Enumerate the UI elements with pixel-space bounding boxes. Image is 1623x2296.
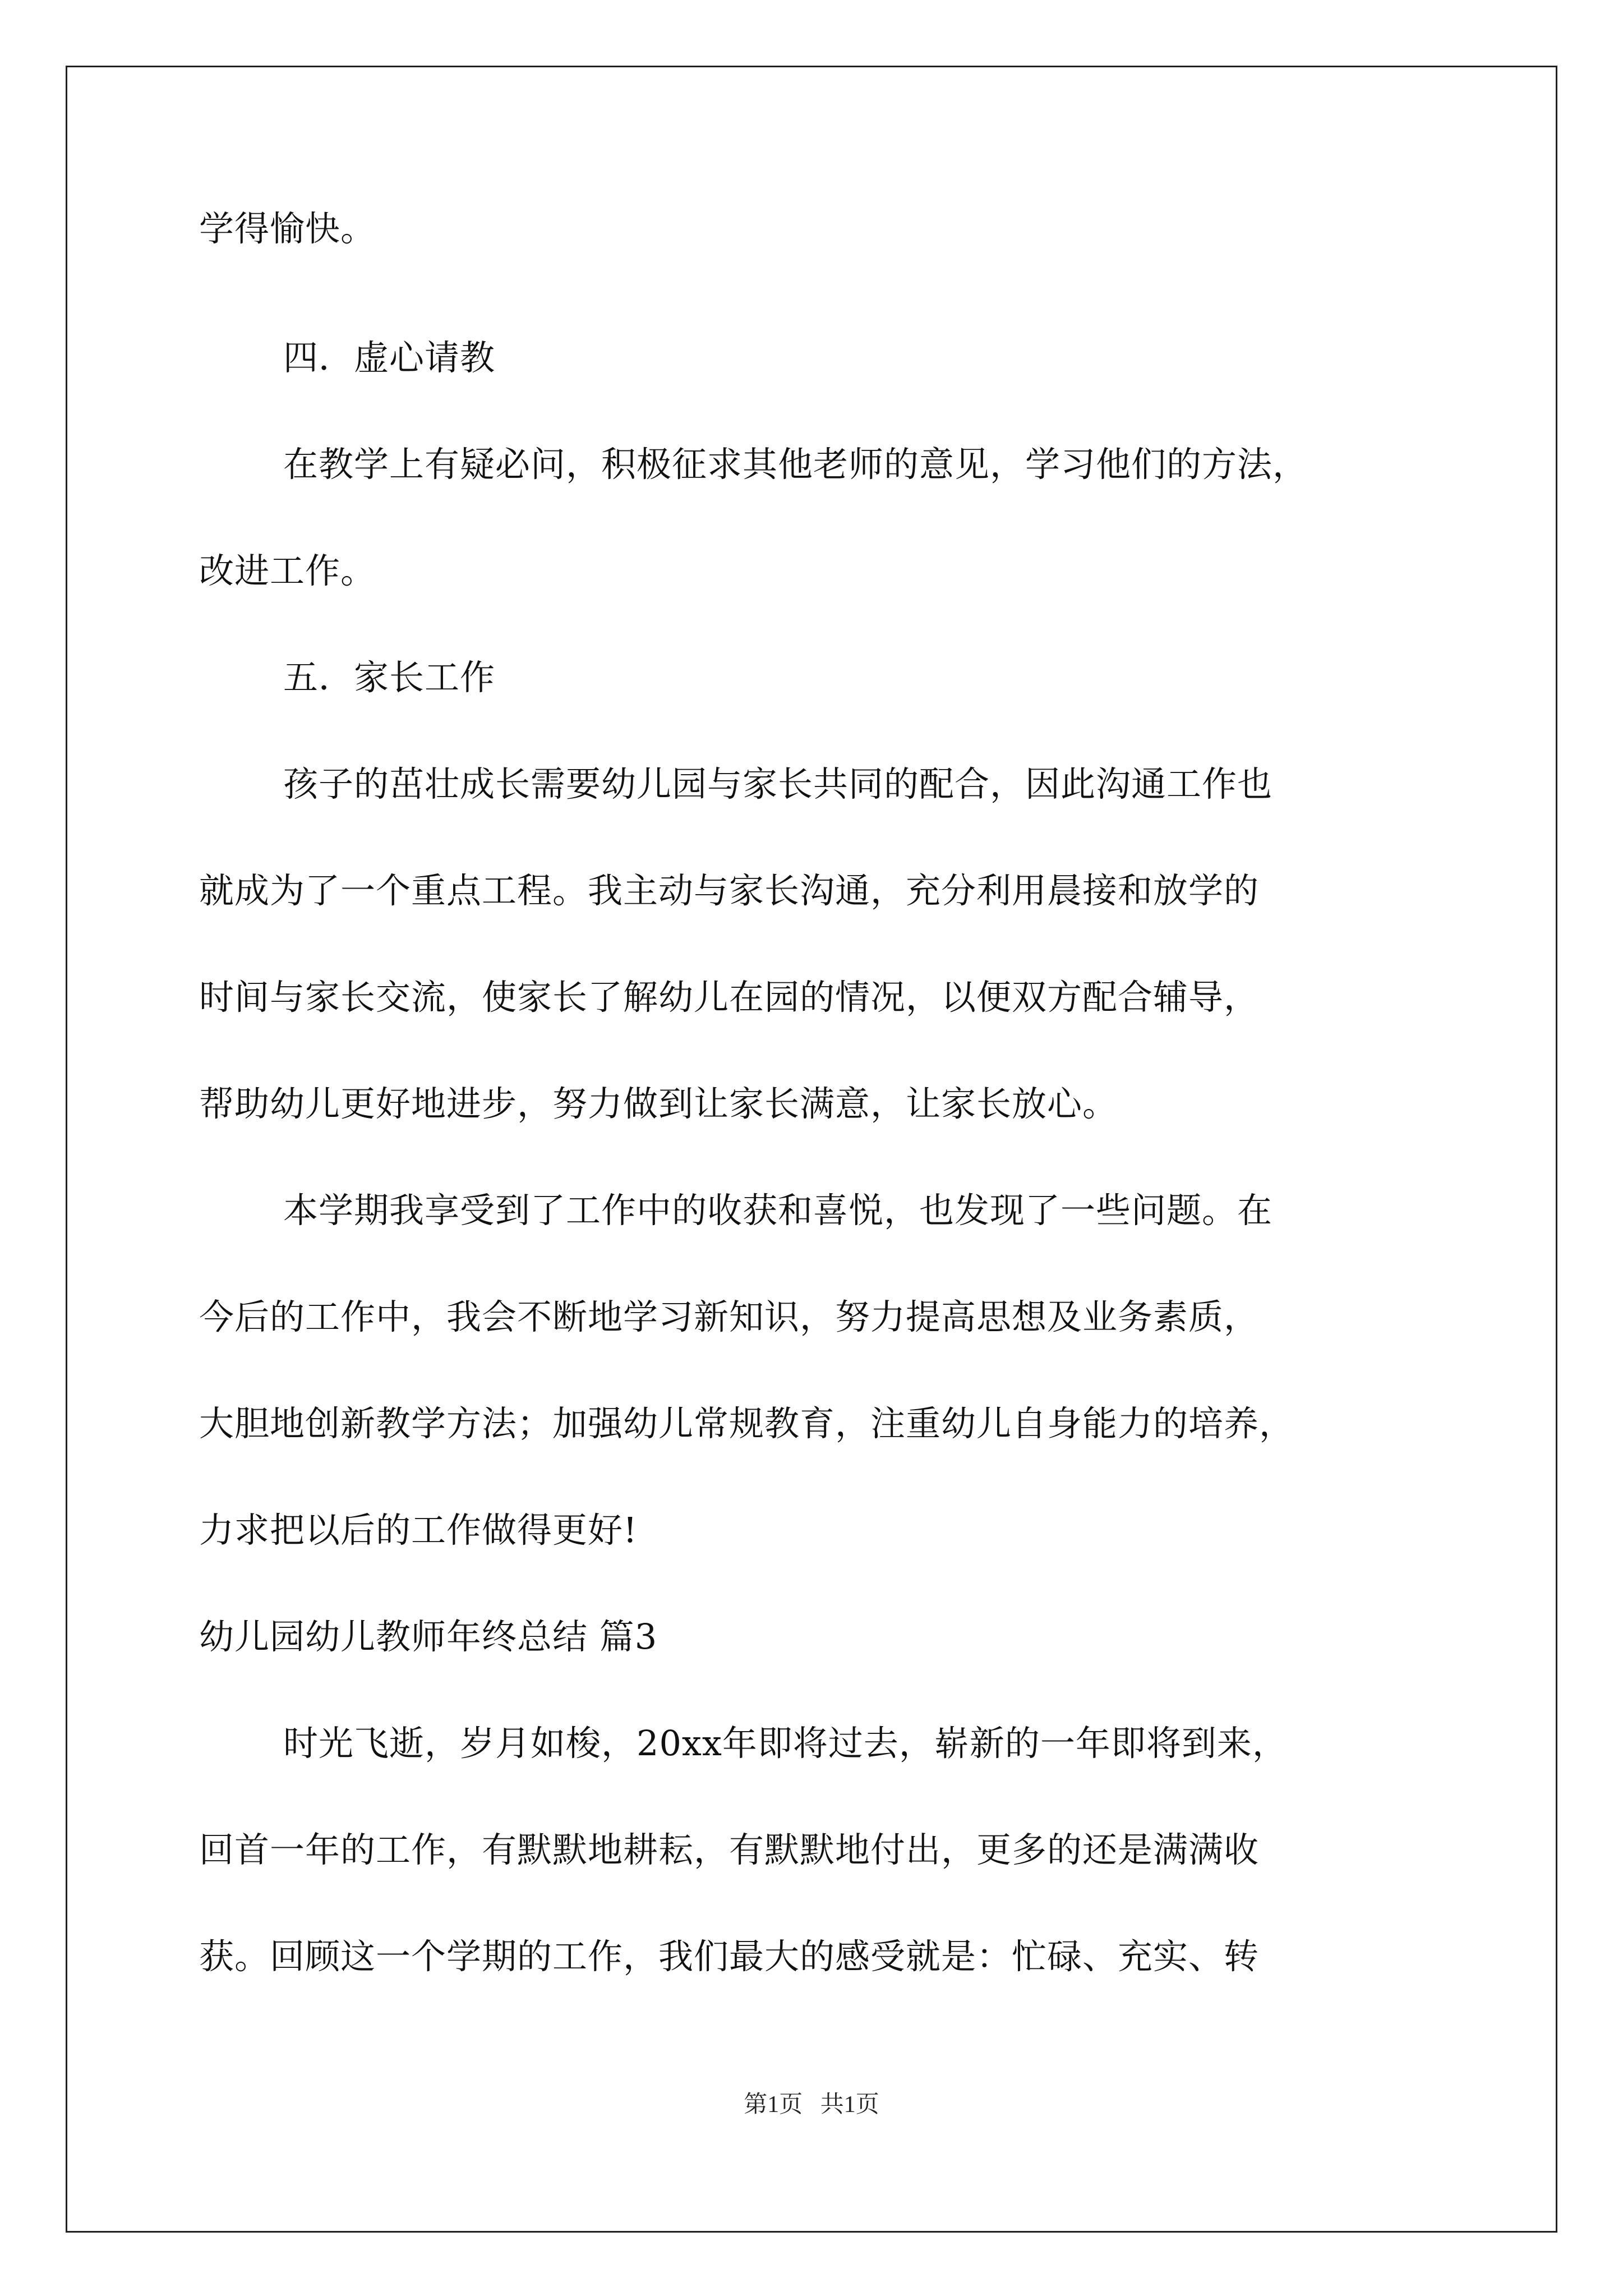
page-footer: 第1页 共1页 <box>744 2092 879 2118</box>
paragraph-line: 就成为了一个重点工程。我主动与家长沟通，充分利用晨接和放学的 <box>199 870 1260 911</box>
paragraph-line: 回首一年的工作，有默默地耕耘，有默默地付出，更多的还是满满收 <box>199 1829 1260 1870</box>
paragraph-line: 时光飞逝，岁月如梭，20xx年即将过去，崭新的一年即将到来， <box>283 1723 1288 1764</box>
paragraph-line: 本学期我享受到了工作中的收获和喜悦，也发现了一些问题。在 <box>283 1190 1273 1231</box>
paragraph-line: 在教学上有疑必问，积极征求其他老师的意见，学习他们的方法， <box>283 444 1308 485</box>
paragraph-line: 学得愉快。 <box>199 208 376 249</box>
page-border <box>66 66 1557 2233</box>
paragraph-line: 时间与家长交流，使家长了解幼儿在园的情况，以便双方配合辅导， <box>199 977 1260 1018</box>
paragraph-line: 今后的工作中，我会不断地学习新知识，努力提高思想及业务素质， <box>199 1296 1260 1337</box>
section-heading: 四．虚心请教 <box>283 337 496 378</box>
paragraph-line: 大胆地创新教学方法；加强幼儿常规教育，注重幼儿自身能力的培养， <box>199 1403 1295 1444</box>
paragraph-line: 孩子的茁壮成长需要幼儿园与家长共同的配合，因此沟通工作也 <box>283 763 1273 804</box>
paragraph-line: 获。回顾这一个学期的工作，我们最大的感受就是：忙碌、充实、转 <box>199 1936 1260 1977</box>
paragraph-line: 力求把以后的工作做得更好! <box>199 1510 638 1550</box>
article-title: 幼儿园幼儿教师年终总结 篇3 <box>199 1616 658 1657</box>
section-heading: 五．家长工作 <box>283 657 496 698</box>
paragraph-line: 帮助幼儿更好地进步，努力做到让家长满意，让家长放心。 <box>199 1083 1118 1124</box>
paragraph-line: 改进工作。 <box>199 550 376 591</box>
